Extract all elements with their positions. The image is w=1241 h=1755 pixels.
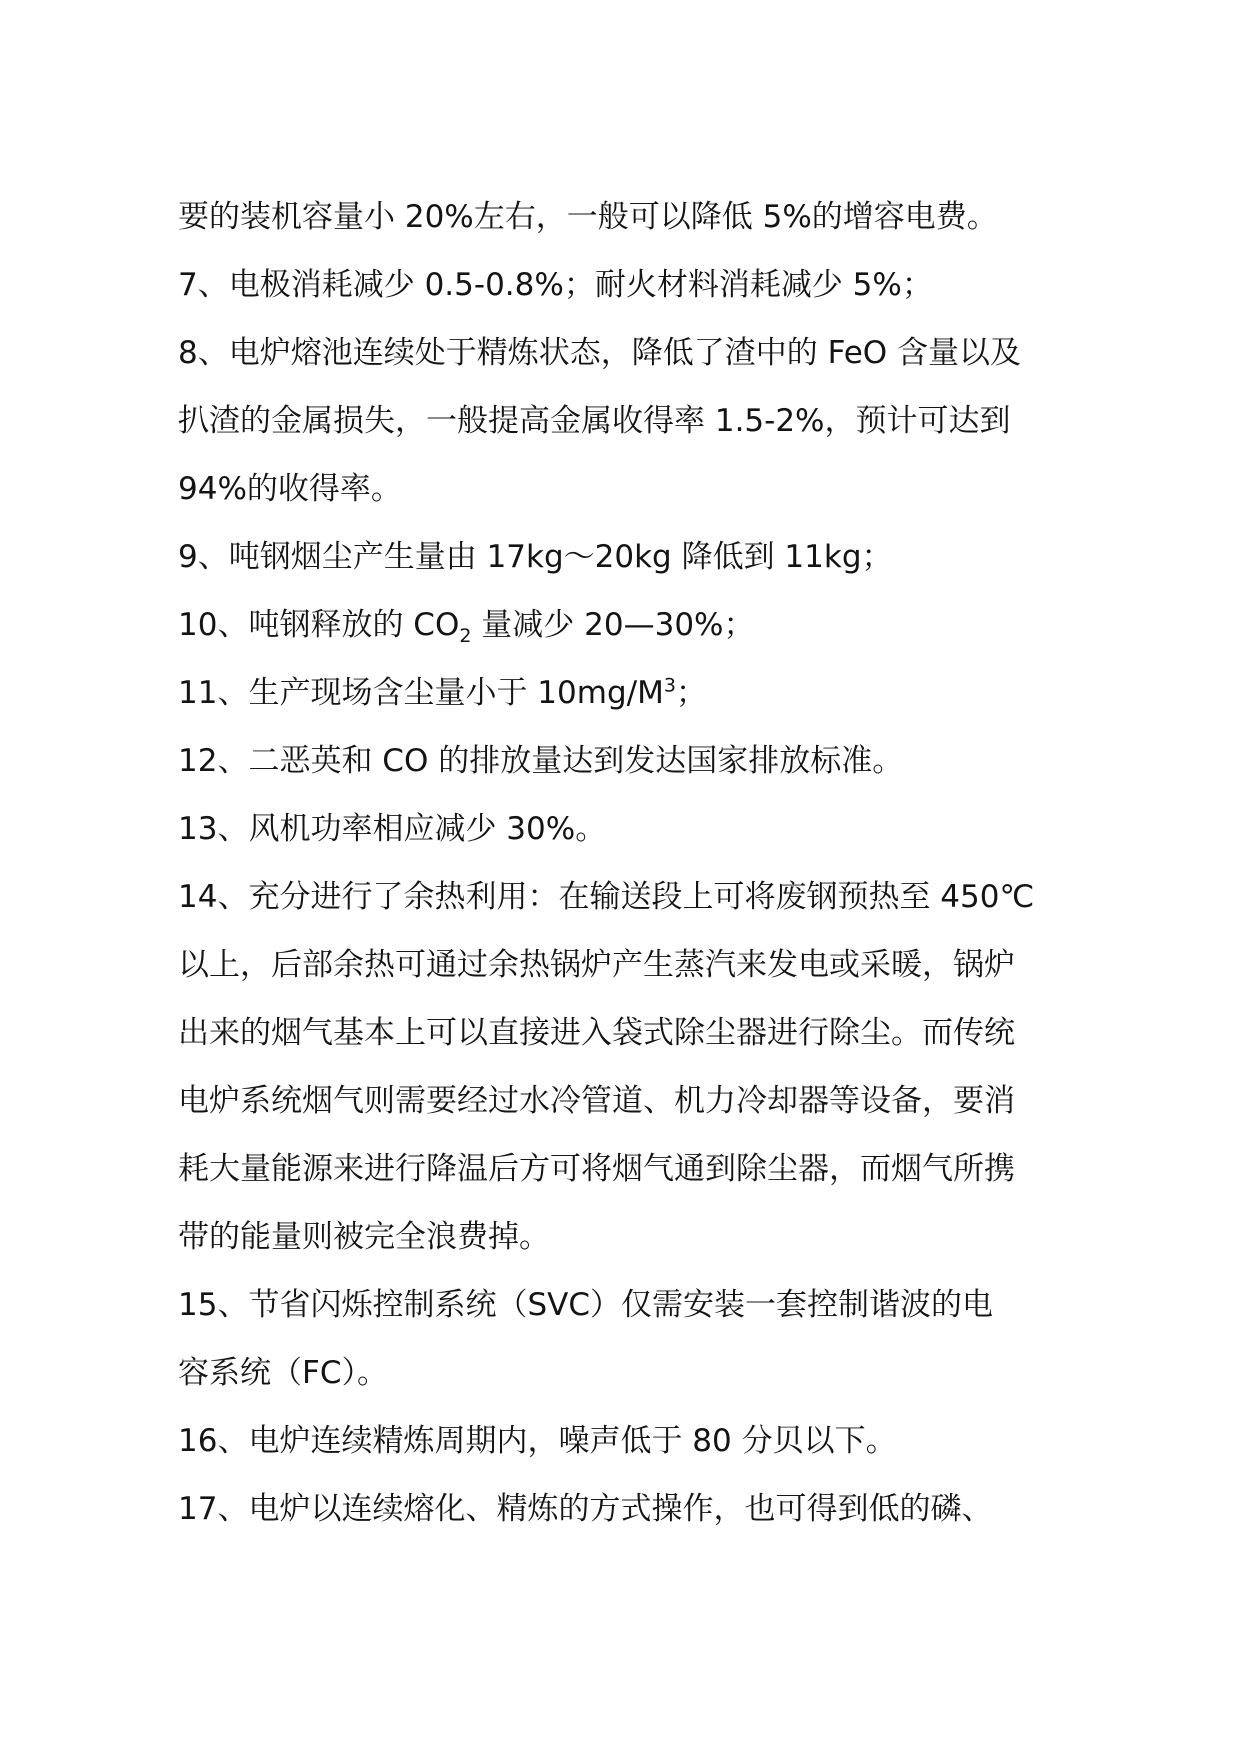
document-body: [178, 183, 1078, 1543]
text-line: 8、电炉熔池连续处于精炼状态，降低了渣中的 FeO 含量以及: [178, 335, 1022, 371]
text-line: 以上，后部余热可通过余热锅炉产生蒸汽来发电或采暖，锅炉: [178, 947, 1015, 983]
text-line: 9、吨钢烟尘产生量由 17kg～20kg 降低到 11kg；: [178, 539, 893, 575]
text-line: 15、节省闪烁控制系统（SVC）仅需安装一套控制谐波的电: [178, 1287, 993, 1323]
text-line: 13、风机功率相应减少 30%。: [178, 811, 607, 847]
text-line: 出来的烟气基本上可以直接进入袋式除尘器进行除尘。而传统: [178, 1015, 1015, 1051]
text-segment: 11、生产现场含尘量小于 10mg/M: [178, 675, 664, 711]
text-line: 12、二恶英和 CO 的排放量达到发达国家排放标准。: [178, 743, 904, 779]
text-line: 94%的收得率。: [178, 471, 402, 507]
text-line: 16、电炉连续精炼周期内，噪声低于 80 分贝以下。: [178, 1423, 897, 1459]
text-line: 要的装机容量小 20%左右，一般可以降低 5%的增容电费。: [178, 199, 998, 235]
text-segment: ；: [675, 675, 707, 711]
text-line: 14、充分进行了余热利用：在输送段上可将废钢预热至 450℃: [178, 879, 1035, 915]
subscript: 2: [459, 625, 472, 648]
text-line: 17、电炉以连续熔化、精炼的方式操作，也可得到低的磷、: [178, 1491, 993, 1527]
text-line: 扒渣的金属损失，一般提高金属收得率 1.5-2%，预计可达到: [178, 403, 1011, 439]
text-line: 电炉系统烟气则需要经过水冷管道、机力冷却器等设备，要消: [178, 1083, 1015, 1119]
text-line-dust: [178, 659, 1078, 727]
text-segment: 10、吨钢释放的 CO: [178, 607, 460, 643]
text-segment: 量减少 20—30%；: [471, 607, 755, 643]
text-line: 容系统（FC）。: [178, 1355, 388, 1391]
text-line: 7、电极消耗减少 0.5-0.8%；耐火材料消耗减少 5%；: [178, 267, 933, 303]
text-line-co2: [178, 591, 1078, 659]
superscript: 3: [663, 674, 676, 697]
text-line: 耗大量能源来进行降温后方可将烟气通到除尘器，而烟气所携: [178, 1151, 1015, 1187]
text-line: 带的能量则被完全浪费掉。: [178, 1219, 550, 1255]
